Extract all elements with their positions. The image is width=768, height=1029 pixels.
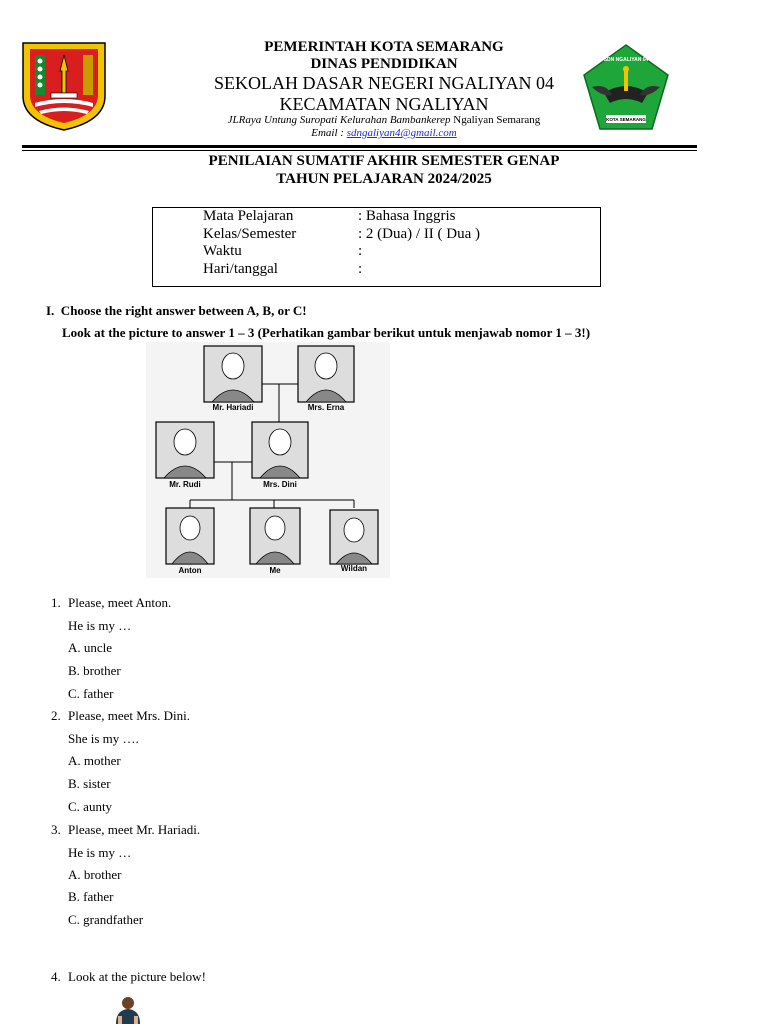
info-value-date: : [358,261,363,277]
question-2-option-c: C. aunty [68,799,113,814]
label-mrs-dini: Mrs. Dini [263,480,297,489]
question-2-option-b: B. sister [68,776,111,791]
question-2-number: 2. [51,708,61,723]
header-department: DINAS PENDIDIKAN [310,56,458,72]
question-1-sub: He is my … [68,618,132,633]
address-prefix: JL [227,114,239,126]
info-value-class: : 2 (Dua) / II ( Dua ) [358,226,481,242]
question-3-option-b: B. father [68,889,114,904]
info-box [152,207,601,287]
header-email [0,127,768,139]
question-1-option-c: C. father [68,686,114,701]
question-2-sub: She is my …. [68,731,139,746]
info-value-time: : [358,243,363,259]
header-district: KECAMATAN NGALIYAN [279,94,489,114]
label-anton: Anton [178,566,202,575]
question-4-picture [108,996,148,1024]
question-3-option-c: C. grandfather [68,912,144,927]
question-3-number: 3. [51,822,61,837]
question-3-sub: He is my … [68,845,132,860]
question-4-number: 4. [51,969,61,984]
header-school-name: SEKOLAH DASAR NEGERI NGALIYAN 04 [214,73,554,93]
badge-bottom-text: KOTA SEMARANG [606,117,646,122]
info-label-subject: Mata Pelajaran [203,208,294,224]
exam-year: TAHUN PELAJARAN 2024/2025 [276,171,492,187]
header-address [0,114,768,126]
family-tree-drawing [146,342,390,578]
question-2-option-a: A. mother [68,753,121,768]
info-label-class: Kelas/Semester [203,226,297,242]
question-1-option-b: B. brother [68,663,121,678]
badge-top-text: SDN NGALIYAN 04 [603,57,649,63]
question-1-stem: Please, meet Anton. [68,595,172,610]
email-link[interactable]: sdngaliyan4@gmail.com [346,127,457,139]
header-divider-thick [22,145,697,148]
label-mrs-erna: Mrs. Erna [307,403,345,412]
question-1-option-a: A. uncle [68,640,113,655]
exam-title: PENILAIAN SUMATIF AKHIR SEMESTER GENAP [208,153,560,169]
section-heading: I. Choose the right answer between A, B, or C! [46,303,307,318]
info-value-subject: : Bahasa Inggris [358,208,456,224]
address-city: Ngaliyan Semarang [453,114,541,126]
question-2-stem: Please, meet Mrs. Dini. [68,708,191,723]
label-mr-hariadi: Mr. Hariadi [212,403,254,412]
label-wildan: Wildan [340,564,368,573]
info-label-date: Hari/tanggal [203,261,278,277]
label-me: Me [269,566,281,575]
question-3-stem: Please, meet Mr. Hariadi. [68,822,201,837]
question-4-stem: Look at the picture below! [68,969,206,984]
question-1-number: 1. [51,595,61,610]
section-instruction: Look at the picture to answer 1 – 3 (Perhatikan gambar berikut untuk menjawab nomor 1 – 3!) [62,325,591,340]
question-3-option-a: A. brother [68,867,122,882]
header-divider-thin [22,150,697,151]
info-label-time: Waktu [203,243,242,259]
label-mr-rudi: Mr. Rudi [169,480,201,489]
family-tree-picture [146,342,390,578]
header-government: PEMERINTAH KOTA SEMARANG [264,39,504,55]
email-label: Email : [311,127,347,139]
address-street: Raya Untung Suropati Kelurahan Bambankerep [238,114,454,126]
